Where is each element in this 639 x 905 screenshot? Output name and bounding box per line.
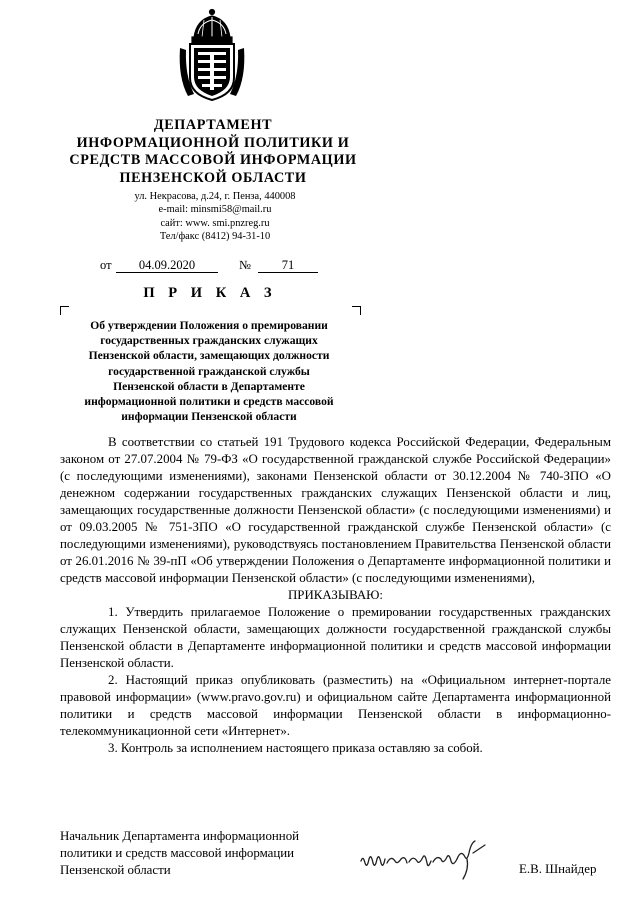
corner-mark bbox=[60, 306, 69, 315]
subject-line: информации Пензенской области bbox=[121, 410, 297, 424]
signer-line: Начальник Департамента информационной bbox=[60, 829, 300, 843]
order-number: 71 bbox=[281, 258, 295, 272]
signer-line: Пензенской области bbox=[60, 863, 171, 877]
date-label: от bbox=[100, 258, 112, 272]
department-name bbox=[48, 117, 378, 187]
signer-position bbox=[60, 828, 350, 879]
department-line: ИНФОРМАЦИОННОЙ ПОЛИТИКИ И bbox=[76, 134, 350, 151]
signer-line: политики и средств массовой информации bbox=[60, 846, 295, 860]
phone-line: Тел/факс (8412) 94-31-10 bbox=[159, 230, 271, 242]
subject-line: Пензенской области в Департаменте bbox=[113, 379, 305, 393]
order-subject bbox=[64, 318, 354, 424]
order-item: 3. Контроль за исполнением настоящего приказа оставляю за собой. bbox=[108, 741, 483, 755]
department-line: ПЕНЗЕНСКОЙ ОБЛАСТИ bbox=[119, 169, 307, 186]
preamble-paragraph: В соответствии со статьей 191 Трудового кодекса Российской Федерации, Федеральным законом от 27.07.2004 № 79-ФЗ «О государственной гражданской службе Российской Федерации» (с последующими изменениями), законами Пензенской области от 30.12.2004 № 740-ЗПО «О денежном содержании государственных гражданских служащих Пензенской области и лиц, замещающих государственные должности Пензенской области» (с последующими изменениями) и от 09.03.2005 № 751-ЗПО «О государственной гражданской службе Пензенской области» (с последующими изменениями), руководствуясь постановлением Правительства Пензенской области от 26.01.2016 № 39-пП «Об утверждении Положения о Департаменте информационной политики и средств массовой информации Пензенской области» (с последующими изменениями), bbox=[60, 435, 611, 585]
subject-line: Об утверждении Положения о премировании bbox=[90, 319, 328, 332]
website-line: сайт: www. smi.pnzreg.ru bbox=[160, 217, 270, 229]
subject-line: информационной политики и средств массовой bbox=[84, 395, 334, 409]
order-item: 1. Утвердить прилагаемое Положение о премировании государственных гражданских служащих Пензенской области, замещающих должности государственной гражданской службы Пензенской области в Департаменте информационной политики и средств массовой информации Пензенской области. bbox=[60, 605, 611, 670]
subject-line: государственных гражданских служащих bbox=[100, 334, 318, 348]
department-line: ДЕПАРТАМЕНТ bbox=[153, 117, 273, 133]
order-date-line bbox=[100, 258, 340, 274]
email-line: e-mail: minsmi58@mail.ru bbox=[158, 204, 272, 216]
order-date: 04.09.2020 bbox=[138, 258, 196, 272]
subject-line: государственной гражданской службы bbox=[108, 364, 310, 378]
signer-name: Е.В. Шнайдер bbox=[519, 862, 597, 876]
department-contacts bbox=[90, 190, 340, 243]
number-label: № bbox=[239, 258, 251, 272]
order-body bbox=[60, 434, 611, 757]
subject-line: Пензенской области, замещающих должности bbox=[88, 349, 330, 363]
coat-of-arms-icon bbox=[176, 8, 248, 104]
corner-mark bbox=[352, 306, 361, 315]
order-item: 2. Настоящий приказ опубликовать (разместить) на «Официальном интернет-портале правовой информации» (www.pravo.gov.ru) и официальном сайте Департамента информационной политики и средств массовой информации Пензенской области в информационно-телекоммуникационной сети «Интернет». bbox=[60, 673, 611, 738]
handwritten-signature bbox=[357, 835, 492, 883]
decree-word: ПРИКАЗЫВАЮ: bbox=[288, 588, 383, 602]
department-line: СРЕДСТВ МАССОВОЙ ИНФОРМАЦИИ bbox=[69, 152, 357, 168]
document-title: П Р И К А З bbox=[143, 285, 277, 301]
address-line: ул. Некрасова, д.24, г. Пенза, 440008 bbox=[134, 191, 296, 202]
